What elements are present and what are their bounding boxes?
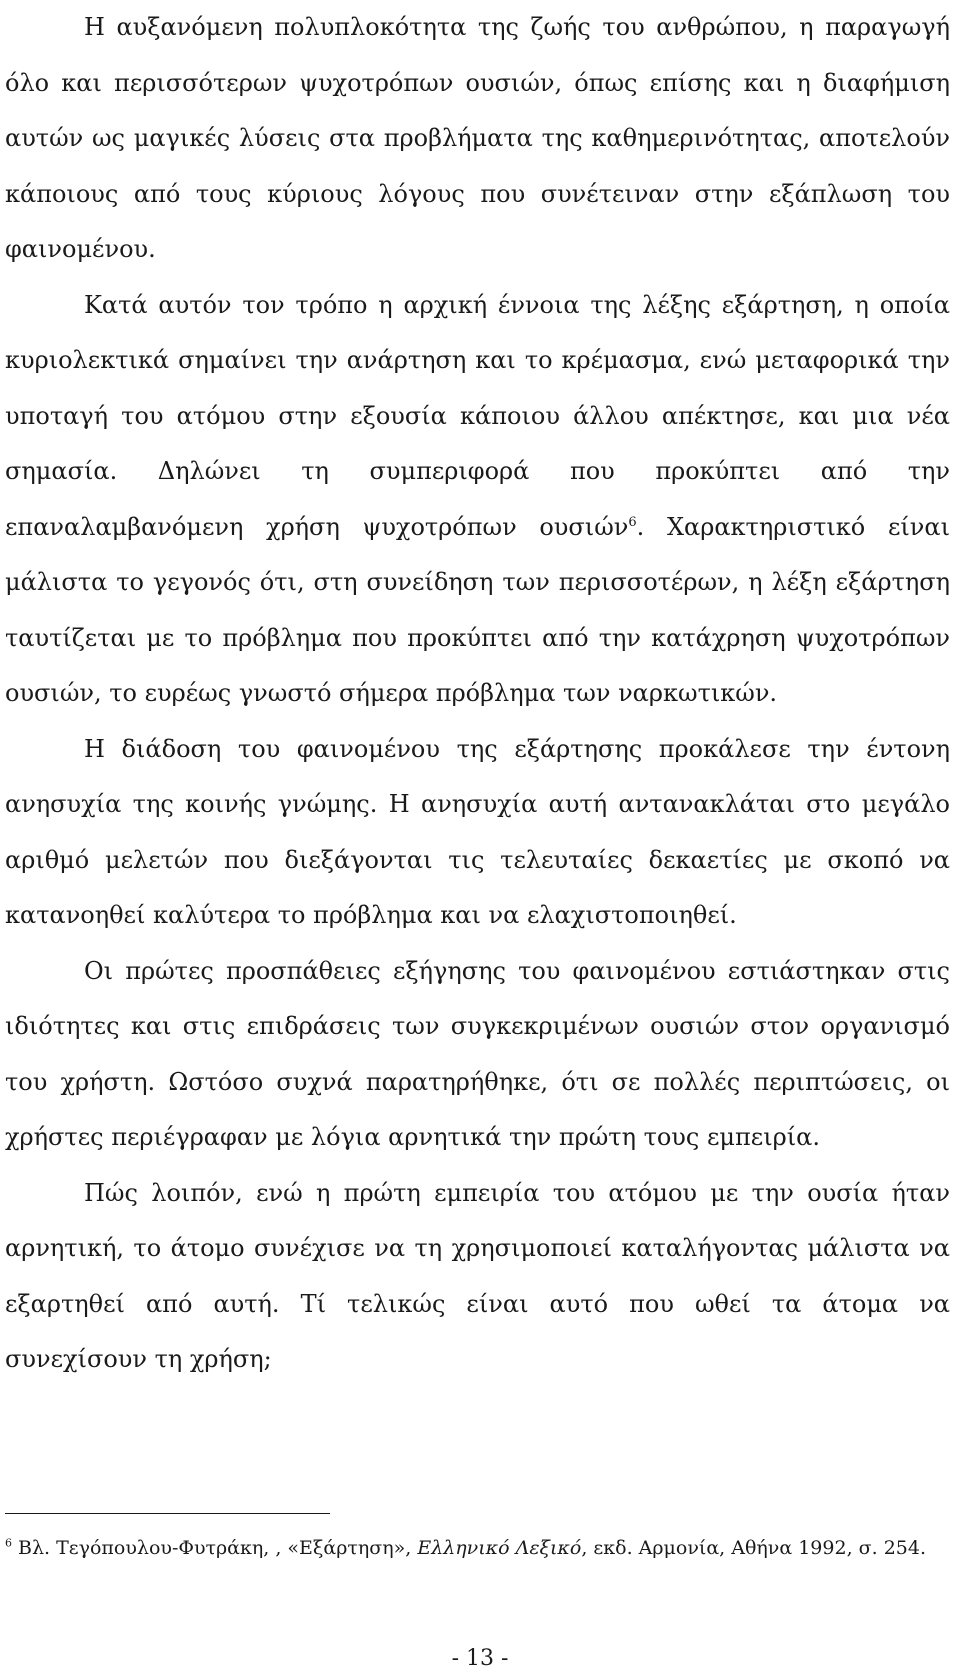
body-text <box>5 0 950 1388</box>
footnote-text-1: Βλ. Τεγόπουλου-Φυτράκη, , «Εξάρτηση», <box>12 1537 418 1559</box>
paragraph-4: Οι πρώτες προσπάθειες εξήγησης του φαινομένου εστιάστηκαν στις ιδιότητες και στις επιδράσεις των συγκεκριμένων ουσιών στον οργανισμό του χρήστη. Ωστόσο συχνά παρατηρήθηκε, ότι σε πολλές περιπτώσεις, οι χρήστες περιέγραφαν με λόγια αρνητικά την πρώτη τους εμπειρία. <box>5 956 950 1151</box>
footnote-number: 6 <box>5 1536 12 1550</box>
page-number: - 13 - <box>451 1646 509 1671</box>
footnote-book-title: Ελληνικό Λεξικό <box>417 1537 582 1559</box>
paragraph-2 <box>5 278 950 722</box>
paragraph-3: Η διάδοση του φαινομένου της εξάρτησης προκάλεσε την έντονη ανησυχία της κοινής γνώμης. Η ανησυχία αυτή αντανακλάται στο μεγάλο αριθμό μελετών που διεξάγονται τις τελευταίες δεκαετίες με σκοπό να κατανοηθεί καλύτερα το πρόβλημα και να ελαχιστοποιηθεί. <box>5 734 950 929</box>
footnote <box>5 1530 950 1566</box>
paragraph-5: Πώς λοιπόν, ενώ η πρώτη εμπειρία του ατόμου με την ουσία ήταν αρνητική, το άτομο συνέχισε να τη χρησιμοποιεί καταλήγοντας μάλιστα να εξαρτηθεί από αυτή. Τί τελικώς είναι αυτό που ωθεί τα άτομα να συνεχίσουν τη χρήση; <box>5 1178 950 1373</box>
document-page <box>5 0 950 1388</box>
footnote-reference[interactable]: 6 <box>628 514 637 530</box>
paragraph-1: Η αυξανόμενη πολυπλοκότητα της ζωής του ανθρώπου, η παραγωγή όλο και περισσότερων ψυχοτρόπων ουσιών, όπως επίσης και η διαφήμιση αυτών ως μαγικές λύσεις στα προβλήματα της καθημερινότητας, αποτελούν κάποιους από τους κύριους λόγους που συνέτειναν στην εξάπλωση του φαινομένου. <box>5 13 950 263</box>
paragraph-2-part-2: . Χαρακτηριστικό είναι μάλιστα το γεγονός ότι, στη συνείδηση των περισσοτέρων, η λέξη εξάρτηση ταυτίζεται με το πρόβλημα που προκύπτει από την κατάχρηση ψυχοτρόπων ουσιών, το ευρέως γνωστό σήμερα πρόβλημα των ναρκωτικών. <box>5 512 950 707</box>
footnote-separator <box>5 1513 330 1514</box>
paragraph-2-part-1: Κατά αυτόν τον τρόπο η αρχική έννοια της λέξης εξάρτηση, η οποία κυριολεκτικά σημαίνει την ανάρτηση και το κρέμασμα, ενώ μεταφορικά την υποταγή του ατόμου στην εξουσία κάποιου άλλου απέκτησε, και μια νέα σημασία. Δηλώνει τη συμπεριφορά που προκύπτει από την επαναλαμβανόμενη χρήση ψυχοτρόπων ουσιών <box>5 290 950 541</box>
footnote-text-2: , εκδ. Αρμονία, Αθήνα 1992, σ. 254. <box>581 1537 926 1559</box>
